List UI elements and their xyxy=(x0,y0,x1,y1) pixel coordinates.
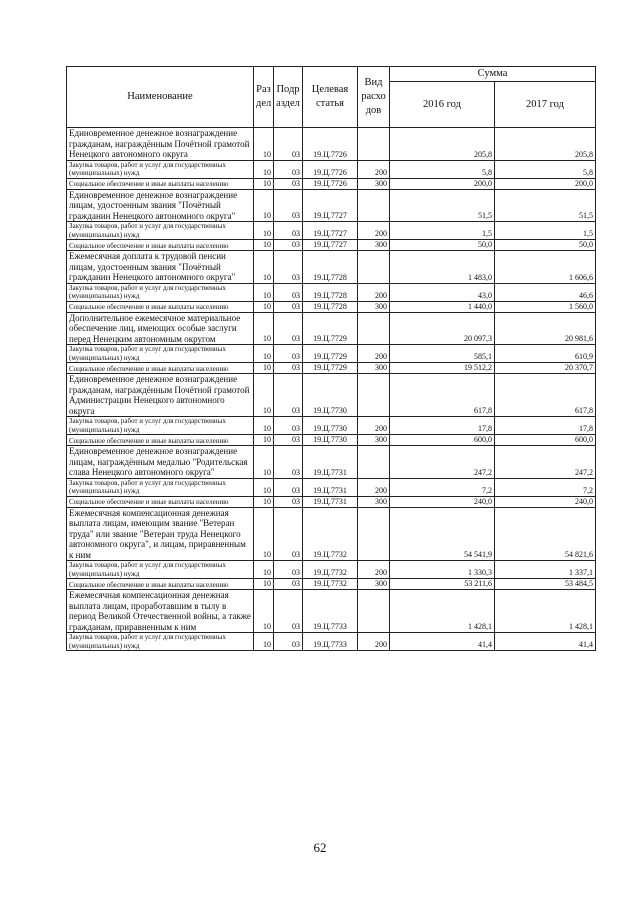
table-row-sub xyxy=(67,496,596,507)
cell-vid: 200 xyxy=(358,345,390,363)
cell-target: 19.Ц.7728 xyxy=(303,251,358,284)
header-2017: 2017 год xyxy=(495,82,596,128)
cell-2016: 1,5 xyxy=(390,222,495,240)
cell-vid: 300 xyxy=(358,363,390,374)
cell-name: Единовременное денежное вознаграждение гражданам, награждённым Почётной грамотой Ненецкого автономного округа xyxy=(67,128,254,161)
cell-2016: 53 211,6 xyxy=(390,579,495,590)
cell-2016: 600,0 xyxy=(390,435,495,446)
cell-vid: 300 xyxy=(358,435,390,446)
cell-podrazdel: 03 xyxy=(274,478,303,496)
cell-2017: 53 484,5 xyxy=(495,579,596,590)
cell-2017: 1,5 xyxy=(495,222,596,240)
cell-2017: 205,8 xyxy=(495,128,596,161)
cell-name: Ежемесячная компенсационная денежная выплата лицам, проработавшим в тылу в период Великой Отечественной войны, а также гражданам, приравненным к ним xyxy=(67,590,254,633)
cell-vid xyxy=(358,507,390,561)
cell-vid: 300 xyxy=(358,178,390,189)
cell-2016: 1 440,0 xyxy=(390,301,495,312)
cell-razdel: 10 xyxy=(254,446,274,479)
table-row-sub xyxy=(67,240,596,251)
cell-2016: 7,2 xyxy=(390,478,495,496)
cell-2016: 43,0 xyxy=(390,283,495,301)
table-row-main xyxy=(67,374,596,417)
cell-target: 19.Ц.7731 xyxy=(303,478,358,496)
cell-name: Закупка товаров, работ и услуг для государственных (муниципальных) нужд xyxy=(67,478,254,496)
cell-podrazdel: 03 xyxy=(274,363,303,374)
table-row-main xyxy=(67,507,596,561)
cell-2017: 5,8 xyxy=(495,160,596,178)
cell-podrazdel: 03 xyxy=(274,345,303,363)
cell-vid: 300 xyxy=(358,496,390,507)
cell-vid: 300 xyxy=(358,301,390,312)
cell-razdel: 10 xyxy=(254,496,274,507)
header-podrazdel: Подр аздел xyxy=(274,67,303,128)
cell-2017: 610,9 xyxy=(495,345,596,363)
table-row-sub xyxy=(67,301,596,312)
cell-target: 19.Ц.7726 xyxy=(303,178,358,189)
cell-2017: 1 560,0 xyxy=(495,301,596,312)
table-row-main xyxy=(67,189,596,222)
cell-podrazdel: 03 xyxy=(274,178,303,189)
cell-2016: 17,8 xyxy=(390,417,495,435)
cell-razdel: 10 xyxy=(254,435,274,446)
cell-razdel: 10 xyxy=(254,363,274,374)
cell-target: 19.Ц.7729 xyxy=(303,345,358,363)
cell-razdel: 10 xyxy=(254,283,274,301)
table-row-sub xyxy=(67,160,596,178)
cell-razdel: 10 xyxy=(254,251,274,284)
header-2016: 2016 год xyxy=(390,82,495,128)
cell-razdel: 10 xyxy=(254,507,274,561)
cell-2017: 7,2 xyxy=(495,478,596,496)
cell-podrazdel: 03 xyxy=(274,222,303,240)
cell-name: Ежемесячная компенсационная денежная выплата лицам, имеющим звание "Ветеран труда" или звание "Ветеран труда Ненецкого автономного округа", и лицам, приравненным к ним xyxy=(67,507,254,561)
cell-razdel: 10 xyxy=(254,222,274,240)
cell-name: Закупка товаров, работ и услуг для государственных (муниципальных) нужд xyxy=(67,283,254,301)
cell-2017: 1 428,1 xyxy=(495,590,596,633)
cell-podrazdel: 03 xyxy=(274,417,303,435)
cell-podrazdel: 03 xyxy=(274,240,303,251)
table-row-sub xyxy=(67,345,596,363)
cell-name: Закупка товаров, работ и услуг для государственных (муниципальных) нужд xyxy=(67,633,254,651)
cell-2017: 200,0 xyxy=(495,178,596,189)
cell-name: Единовременное денежное вознаграждение лицам, удостоенным звания "Почётный гражданин Ненецкого автономного округа" xyxy=(67,189,254,222)
cell-podrazdel: 03 xyxy=(274,251,303,284)
cell-razdel: 10 xyxy=(254,478,274,496)
cell-target: 19.Ц.7731 xyxy=(303,446,358,479)
cell-vid xyxy=(358,251,390,284)
cell-2016: 617,8 xyxy=(390,374,495,417)
cell-razdel: 10 xyxy=(254,178,274,189)
cell-target: 19.Ц.7726 xyxy=(303,160,358,178)
cell-2016: 200,0 xyxy=(390,178,495,189)
cell-razdel: 10 xyxy=(254,160,274,178)
cell-podrazdel: 03 xyxy=(274,374,303,417)
cell-name: Социальное обеспечение и иные выплаты населению xyxy=(67,363,254,374)
table-row-main xyxy=(67,312,596,345)
cell-target: 19.Ц.7729 xyxy=(303,312,358,345)
table-row-main xyxy=(67,128,596,161)
table-row-main xyxy=(67,590,596,633)
cell-2016: 54 541,9 xyxy=(390,507,495,561)
cell-razdel: 10 xyxy=(254,579,274,590)
cell-podrazdel: 03 xyxy=(274,446,303,479)
header-target: Целевая статья xyxy=(303,67,358,128)
cell-target: 19.Ц.7733 xyxy=(303,633,358,651)
cell-target: 19.Ц.7732 xyxy=(303,507,358,561)
cell-name: Закупка товаров, работ и услуг для государственных (муниципальных) нужд xyxy=(67,417,254,435)
cell-razdel: 10 xyxy=(254,345,274,363)
cell-vid xyxy=(358,446,390,479)
cell-target: 19.Ц.7728 xyxy=(303,301,358,312)
cell-vid: 200 xyxy=(358,222,390,240)
cell-razdel: 10 xyxy=(254,189,274,222)
cell-2017: 20 370,7 xyxy=(495,363,596,374)
cell-target: 19.Ц.7732 xyxy=(303,561,358,579)
table-row-sub xyxy=(67,363,596,374)
table-row-sub xyxy=(67,435,596,446)
cell-2016: 20 097,3 xyxy=(390,312,495,345)
cell-name: Единовременное денежное вознаграждение лицам, награждённым медалью "Родительская слава Ненецкого автономного округа" xyxy=(67,446,254,479)
cell-target: 19.Ц.7729 xyxy=(303,363,358,374)
cell-2017: 17,8 xyxy=(495,417,596,435)
cell-2017: 1 337,1 xyxy=(495,561,596,579)
cell-name: Закупка товаров, работ и услуг для государственных (муниципальных) нужд xyxy=(67,160,254,178)
cell-podrazdel: 03 xyxy=(274,189,303,222)
cell-razdel: 10 xyxy=(254,240,274,251)
cell-target: 19.Ц.7727 xyxy=(303,222,358,240)
cell-2017: 20 981,6 xyxy=(495,312,596,345)
cell-name: Социальное обеспечение и иные выплаты населению xyxy=(67,178,254,189)
cell-2016: 5,8 xyxy=(390,160,495,178)
cell-vid: 200 xyxy=(358,283,390,301)
cell-podrazdel: 03 xyxy=(274,301,303,312)
cell-vid: 300 xyxy=(358,579,390,590)
cell-name: Социальное обеспечение и иные выплаты населению xyxy=(67,301,254,312)
cell-podrazdel: 03 xyxy=(274,160,303,178)
cell-2016: 240,0 xyxy=(390,496,495,507)
cell-target: 19.Ц.7727 xyxy=(303,240,358,251)
table-header xyxy=(67,67,596,128)
cell-vid: 300 xyxy=(358,240,390,251)
cell-podrazdel: 03 xyxy=(274,507,303,561)
cell-name: Закупка товаров, работ и услуг для государственных (муниципальных) нужд xyxy=(67,561,254,579)
cell-2017: 41,4 xyxy=(495,633,596,651)
cell-razdel: 10 xyxy=(254,561,274,579)
table-row-sub xyxy=(67,222,596,240)
cell-name: Дополнительное ежемесячное материальное обеспечение лиц, имеющих особые заслуги перед Ненецким автономным округом xyxy=(67,312,254,345)
cell-vid xyxy=(358,312,390,345)
cell-vid xyxy=(358,189,390,222)
cell-name: Закупка товаров, работ и услуг для государственных (муниципальных) нужд xyxy=(67,222,254,240)
table-row-main xyxy=(67,446,596,479)
table-row-sub xyxy=(67,178,596,189)
cell-target: 19.Ц.7730 xyxy=(303,374,358,417)
cell-vid xyxy=(358,374,390,417)
header-razdel: Раз дел xyxy=(254,67,274,128)
cell-vid: 200 xyxy=(358,417,390,435)
cell-razdel: 10 xyxy=(254,301,274,312)
cell-podrazdel: 03 xyxy=(274,128,303,161)
cell-2017: 247,2 xyxy=(495,446,596,479)
cell-target: 19.Ц.7730 xyxy=(303,435,358,446)
cell-2016: 585,1 xyxy=(390,345,495,363)
cell-razdel: 10 xyxy=(254,590,274,633)
cell-name: Единовременное денежное вознаграждение гражданам, награждённым Почётной грамотой Администрации Ненецкого автономного округа xyxy=(67,374,254,417)
budget-table xyxy=(66,66,596,651)
table-row-sub xyxy=(67,417,596,435)
cell-vid: 200 xyxy=(358,633,390,651)
table-row-sub xyxy=(67,283,596,301)
cell-razdel: 10 xyxy=(254,128,274,161)
cell-2016: 51,5 xyxy=(390,189,495,222)
cell-name: Социальное обеспечение и иные выплаты населению xyxy=(67,435,254,446)
cell-podrazdel: 03 xyxy=(274,312,303,345)
cell-2017: 46,6 xyxy=(495,283,596,301)
cell-2016: 50,0 xyxy=(390,240,495,251)
cell-name: Социальное обеспечение и иные выплаты населению xyxy=(67,496,254,507)
cell-name: Социальное обеспечение и иные выплаты населению xyxy=(67,240,254,251)
cell-vid xyxy=(358,128,390,161)
cell-vid: 200 xyxy=(358,160,390,178)
cell-2016: 19 512,2 xyxy=(390,363,495,374)
cell-2016: 205,8 xyxy=(390,128,495,161)
cell-2017: 240,0 xyxy=(495,496,596,507)
cell-name: Социальное обеспечение и иные выплаты населению xyxy=(67,579,254,590)
cell-razdel: 10 xyxy=(254,633,274,651)
cell-target: 19.Ц.7730 xyxy=(303,417,358,435)
table-row-main xyxy=(67,251,596,284)
cell-vid: 200 xyxy=(358,561,390,579)
cell-2016: 41,4 xyxy=(390,633,495,651)
cell-podrazdel: 03 xyxy=(274,579,303,590)
cell-target: 19.Ц.7726 xyxy=(303,128,358,161)
cell-target: 19.Ц.7731 xyxy=(303,496,358,507)
cell-razdel: 10 xyxy=(254,417,274,435)
cell-podrazdel: 03 xyxy=(274,561,303,579)
cell-razdel: 10 xyxy=(254,374,274,417)
cell-podrazdel: 03 xyxy=(274,590,303,633)
cell-2017: 617,8 xyxy=(495,374,596,417)
page-number: 62 xyxy=(313,840,327,855)
cell-2016: 247,2 xyxy=(390,446,495,479)
cell-2017: 1 606,6 xyxy=(495,251,596,284)
cell-vid xyxy=(358,590,390,633)
cell-vid: 200 xyxy=(358,478,390,496)
table-body xyxy=(67,128,596,651)
cell-razdel: 10 xyxy=(254,312,274,345)
cell-podrazdel: 03 xyxy=(274,435,303,446)
cell-target: 19.Ц.7732 xyxy=(303,579,358,590)
cell-podrazdel: 03 xyxy=(274,283,303,301)
cell-2016: 1 428,1 xyxy=(390,590,495,633)
table-row-sub xyxy=(67,633,596,651)
cell-2017: 50,0 xyxy=(495,240,596,251)
cell-podrazdel: 03 xyxy=(274,633,303,651)
cell-2016: 1 330,3 xyxy=(390,561,495,579)
header-vid: Вид расхо дов xyxy=(358,67,390,128)
table-row-sub xyxy=(67,478,596,496)
cell-target: 19.Ц.7728 xyxy=(303,283,358,301)
table-row-sub xyxy=(67,561,596,579)
header-sum: Сумма xyxy=(390,67,596,82)
table-row-sub xyxy=(67,579,596,590)
cell-name: Закупка товаров, работ и услуг для государственных (муниципальных) нужд xyxy=(67,345,254,363)
cell-2016: 1 483,0 xyxy=(390,251,495,284)
cell-2017: 600,0 xyxy=(495,435,596,446)
cell-name: Ежемесячная доплата к трудовой пенсии лицам, удостоенным звания "Почётный гражданин Ненецкого автономного округа" xyxy=(67,251,254,284)
cell-target: 19.Ц.7733 xyxy=(303,590,358,633)
cell-2017: 54 821,6 xyxy=(495,507,596,561)
header-name: Наименование xyxy=(67,67,254,128)
cell-target: 19.Ц.7727 xyxy=(303,189,358,222)
cell-2017: 51,5 xyxy=(495,189,596,222)
cell-podrazdel: 03 xyxy=(274,496,303,507)
